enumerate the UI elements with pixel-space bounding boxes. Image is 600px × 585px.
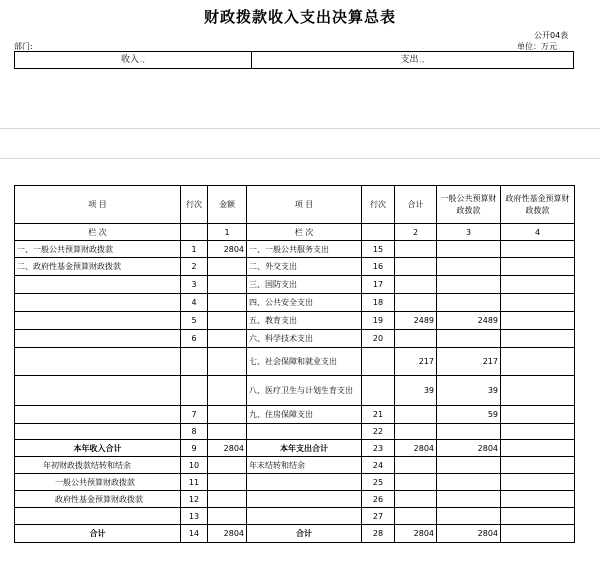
cell-right-item bbox=[247, 424, 362, 440]
cell-gov-fund bbox=[501, 525, 575, 543]
cell-gov-fund bbox=[501, 424, 575, 440]
column-index-row bbox=[15, 224, 575, 241]
cell-right-item: 九、住房保障支出 bbox=[247, 406, 362, 424]
cell-line-no-2: 16 bbox=[362, 258, 395, 276]
cell-line-no-2: 28 bbox=[362, 525, 395, 543]
cell-general-budget bbox=[437, 241, 501, 258]
cell-left-item: 二、政府性基金预算财政拨款 bbox=[15, 258, 181, 276]
cell-line-no: 14 bbox=[181, 525, 208, 543]
cell-total bbox=[395, 330, 437, 348]
department-label: 部门: bbox=[14, 42, 33, 51]
cell-line-no: 11 bbox=[181, 474, 208, 491]
header-general-budget: 一般公共预算财政拨款 bbox=[437, 186, 501, 224]
cell-general-budget: 217 bbox=[437, 348, 501, 376]
cell-amount: 2804 bbox=[208, 440, 247, 457]
col-index-label: 栏 次 bbox=[15, 224, 181, 241]
cell-right-item: 六、科学技术支出 bbox=[247, 330, 362, 348]
cell-general-budget bbox=[437, 424, 501, 440]
page-title: 财政拨款收入支出决算总表 bbox=[203, 8, 396, 26]
cell-line-no bbox=[181, 376, 208, 406]
cell-line-no-2: 22 bbox=[362, 424, 395, 440]
header-gov-fund: 政府性基金预算财政拨款 bbox=[501, 186, 575, 224]
cell-amount bbox=[208, 457, 247, 474]
cell-gov-fund bbox=[501, 294, 575, 312]
cell-line-no-2: 18 bbox=[362, 294, 395, 312]
cell-line-no: 5 bbox=[181, 312, 208, 330]
col-index-4: 4 bbox=[501, 224, 575, 241]
cell-gov-fund bbox=[501, 258, 575, 276]
cell-amount bbox=[208, 258, 247, 276]
cell-left-item bbox=[15, 424, 181, 440]
cell-gov-fund bbox=[501, 457, 575, 474]
cell-total bbox=[395, 424, 437, 440]
cell-total: 39 bbox=[395, 376, 437, 406]
table-row bbox=[15, 474, 575, 491]
cell-amount bbox=[208, 376, 247, 406]
cell-line-no: 1 bbox=[181, 241, 208, 258]
cell-total bbox=[395, 276, 437, 294]
cell-left-item bbox=[15, 330, 181, 348]
cell-gov-fund bbox=[501, 312, 575, 330]
cell-line-no-2 bbox=[362, 348, 395, 376]
cell-left-item: 一般公共预算财政拨款 bbox=[15, 474, 181, 491]
cell-left-item bbox=[15, 348, 181, 376]
cell-gov-fund bbox=[501, 348, 575, 376]
cell-line-no: 2 bbox=[181, 258, 208, 276]
cell-general-budget bbox=[437, 258, 501, 276]
table-row bbox=[15, 508, 575, 525]
cell-line-no-2: 17 bbox=[362, 276, 395, 294]
cell-general-budget: 2804 bbox=[437, 525, 501, 543]
page-break bbox=[0, 122, 600, 170]
cell-total bbox=[395, 406, 437, 424]
header-total: 合计 bbox=[395, 186, 437, 224]
cell-total bbox=[395, 474, 437, 491]
col-index-3: 3 bbox=[437, 224, 501, 241]
cell-general-budget bbox=[437, 294, 501, 312]
cell-general-budget: 39 bbox=[437, 376, 501, 406]
cell-line-no: 13 bbox=[181, 508, 208, 525]
cell-line-no-2: 25 bbox=[362, 474, 395, 491]
cell-line-no-2: 19 bbox=[362, 312, 395, 330]
table-row bbox=[15, 424, 575, 440]
cell-line-no-2: 20 bbox=[362, 330, 395, 348]
cell-total bbox=[395, 294, 437, 312]
cell-amount: 2804 bbox=[208, 241, 247, 258]
cell-total bbox=[395, 241, 437, 258]
cell-left-item bbox=[15, 312, 181, 330]
cell-amount bbox=[208, 330, 247, 348]
cell-amount bbox=[208, 348, 247, 376]
header-item-2: 项 目 bbox=[247, 186, 362, 224]
cell-gov-fund bbox=[501, 330, 575, 348]
col-index-1: 1 bbox=[208, 224, 247, 241]
column-header-row bbox=[15, 186, 575, 224]
cell-gov-fund bbox=[501, 406, 575, 424]
budget-table bbox=[14, 185, 575, 543]
cell-gov-fund bbox=[501, 241, 575, 258]
cell-line-no-2: 26 bbox=[362, 491, 395, 508]
cell-right-item bbox=[247, 491, 362, 508]
table-row bbox=[15, 491, 575, 508]
cell-right-item: 五、教育支出 bbox=[247, 312, 362, 330]
cell-amount bbox=[208, 276, 247, 294]
cell-general-budget bbox=[437, 457, 501, 474]
cell-left-item bbox=[15, 276, 181, 294]
cell-amount bbox=[208, 312, 247, 330]
table-row bbox=[15, 330, 575, 348]
header-line-no: 行次 bbox=[181, 186, 208, 224]
cell-total: 2804 bbox=[395, 525, 437, 543]
table-row bbox=[15, 376, 575, 406]
cell-gov-fund bbox=[501, 440, 575, 457]
cell-amount: 2804 bbox=[208, 525, 247, 543]
cell-line-no-2: 23 bbox=[362, 440, 395, 457]
cell-total: 2489 bbox=[395, 312, 437, 330]
cell-right-item bbox=[247, 474, 362, 491]
cell-line-no: 3 bbox=[181, 276, 208, 294]
col-index-label-2: 栏 次 bbox=[247, 224, 362, 241]
cell-right-item: 七、社会保障和就业支出 bbox=[247, 348, 362, 376]
table-row bbox=[15, 348, 575, 376]
cell-general-budget bbox=[437, 491, 501, 508]
cell-left-item: 合计 bbox=[15, 525, 181, 543]
cell-amount bbox=[208, 491, 247, 508]
cell-total bbox=[395, 491, 437, 508]
cell-amount bbox=[208, 294, 247, 312]
cell-line-no-2: 27 bbox=[362, 508, 395, 525]
cell-amount bbox=[208, 508, 247, 525]
cell-left-item bbox=[15, 376, 181, 406]
cell-general-budget bbox=[437, 508, 501, 525]
header-amount: 金额 bbox=[208, 186, 247, 224]
cell-line-no: 8 bbox=[181, 424, 208, 440]
cell-total bbox=[395, 457, 437, 474]
table-row bbox=[15, 258, 575, 276]
cell-right-item: 合计 bbox=[247, 525, 362, 543]
cell-right-item: 八、医疗卫生与计划生育支出 bbox=[247, 376, 362, 406]
cell-line-no: 10 bbox=[181, 457, 208, 474]
header-item: 项 目 bbox=[15, 186, 181, 224]
cell-total bbox=[395, 258, 437, 276]
header-line-no-2: 行次 bbox=[362, 186, 395, 224]
cell-left-item bbox=[15, 508, 181, 525]
cell-left-item: 政府性基金预算财政拨款 bbox=[15, 491, 181, 508]
table-row bbox=[15, 276, 575, 294]
cell-total bbox=[395, 508, 437, 525]
cell-general-budget: 2489 bbox=[437, 312, 501, 330]
income-header: 收入., bbox=[15, 52, 252, 69]
cell-general-budget: 59 bbox=[437, 406, 501, 424]
cell-right-item: 三、国防支出 bbox=[247, 276, 362, 294]
cell-right-item: 四、公共安全支出 bbox=[247, 294, 362, 312]
cell-line-no: 4 bbox=[181, 294, 208, 312]
cell-left-item bbox=[15, 406, 181, 424]
cell-amount bbox=[208, 474, 247, 491]
cell-general-budget bbox=[437, 276, 501, 294]
expense-header: 支出., bbox=[252, 52, 574, 69]
cell-line-no: 6 bbox=[181, 330, 208, 348]
form-number: 公开04表 bbox=[534, 31, 569, 40]
cell-line-no-2 bbox=[362, 376, 395, 406]
cell-line-no bbox=[181, 348, 208, 376]
table-row bbox=[15, 525, 575, 543]
cell-line-no-2: 15 bbox=[362, 241, 395, 258]
cell-line-no: 9 bbox=[181, 440, 208, 457]
col-index-2: 2 bbox=[395, 224, 437, 241]
cell-line-no: 12 bbox=[181, 491, 208, 508]
cell-right-item: 年末结转和结余 bbox=[247, 457, 362, 474]
cell-gov-fund bbox=[501, 491, 575, 508]
cell-right-item bbox=[247, 508, 362, 525]
cell-left-item: 一、一般公共预算财政拨款 bbox=[15, 241, 181, 258]
cell-amount bbox=[208, 424, 247, 440]
cell-general-budget bbox=[437, 474, 501, 491]
cell-right-item: 一、一般公共服务支出 bbox=[247, 241, 362, 258]
table-row bbox=[15, 294, 575, 312]
cell-left-item: 本年收入合计 bbox=[15, 440, 181, 457]
cell-general-budget: 2804 bbox=[437, 440, 501, 457]
cell-gov-fund bbox=[501, 376, 575, 406]
cell-gov-fund bbox=[501, 276, 575, 294]
cell-gov-fund bbox=[501, 474, 575, 491]
cell-left-item: 年初财政拨款结转和结余 bbox=[15, 457, 181, 474]
table-row bbox=[15, 457, 575, 474]
cell-gov-fund bbox=[501, 508, 575, 525]
table-row bbox=[15, 440, 575, 457]
table-row bbox=[15, 241, 575, 258]
unit-label: 单位：万元 bbox=[517, 42, 557, 51]
table-row bbox=[15, 406, 575, 424]
cell-right-item: 本年支出合计 bbox=[247, 440, 362, 457]
cell-right-item: 二、外交支出 bbox=[247, 258, 362, 276]
table-row bbox=[15, 312, 575, 330]
cell-line-no-2: 21 bbox=[362, 406, 395, 424]
summary-header-table bbox=[14, 51, 574, 69]
cell-line-no: 7 bbox=[181, 406, 208, 424]
cell-amount bbox=[208, 406, 247, 424]
cell-left-item bbox=[15, 294, 181, 312]
cell-line-no-2: 24 bbox=[362, 457, 395, 474]
cell-total: 2804 bbox=[395, 440, 437, 457]
cell-total: 217 bbox=[395, 348, 437, 376]
cell-general-budget bbox=[437, 330, 501, 348]
